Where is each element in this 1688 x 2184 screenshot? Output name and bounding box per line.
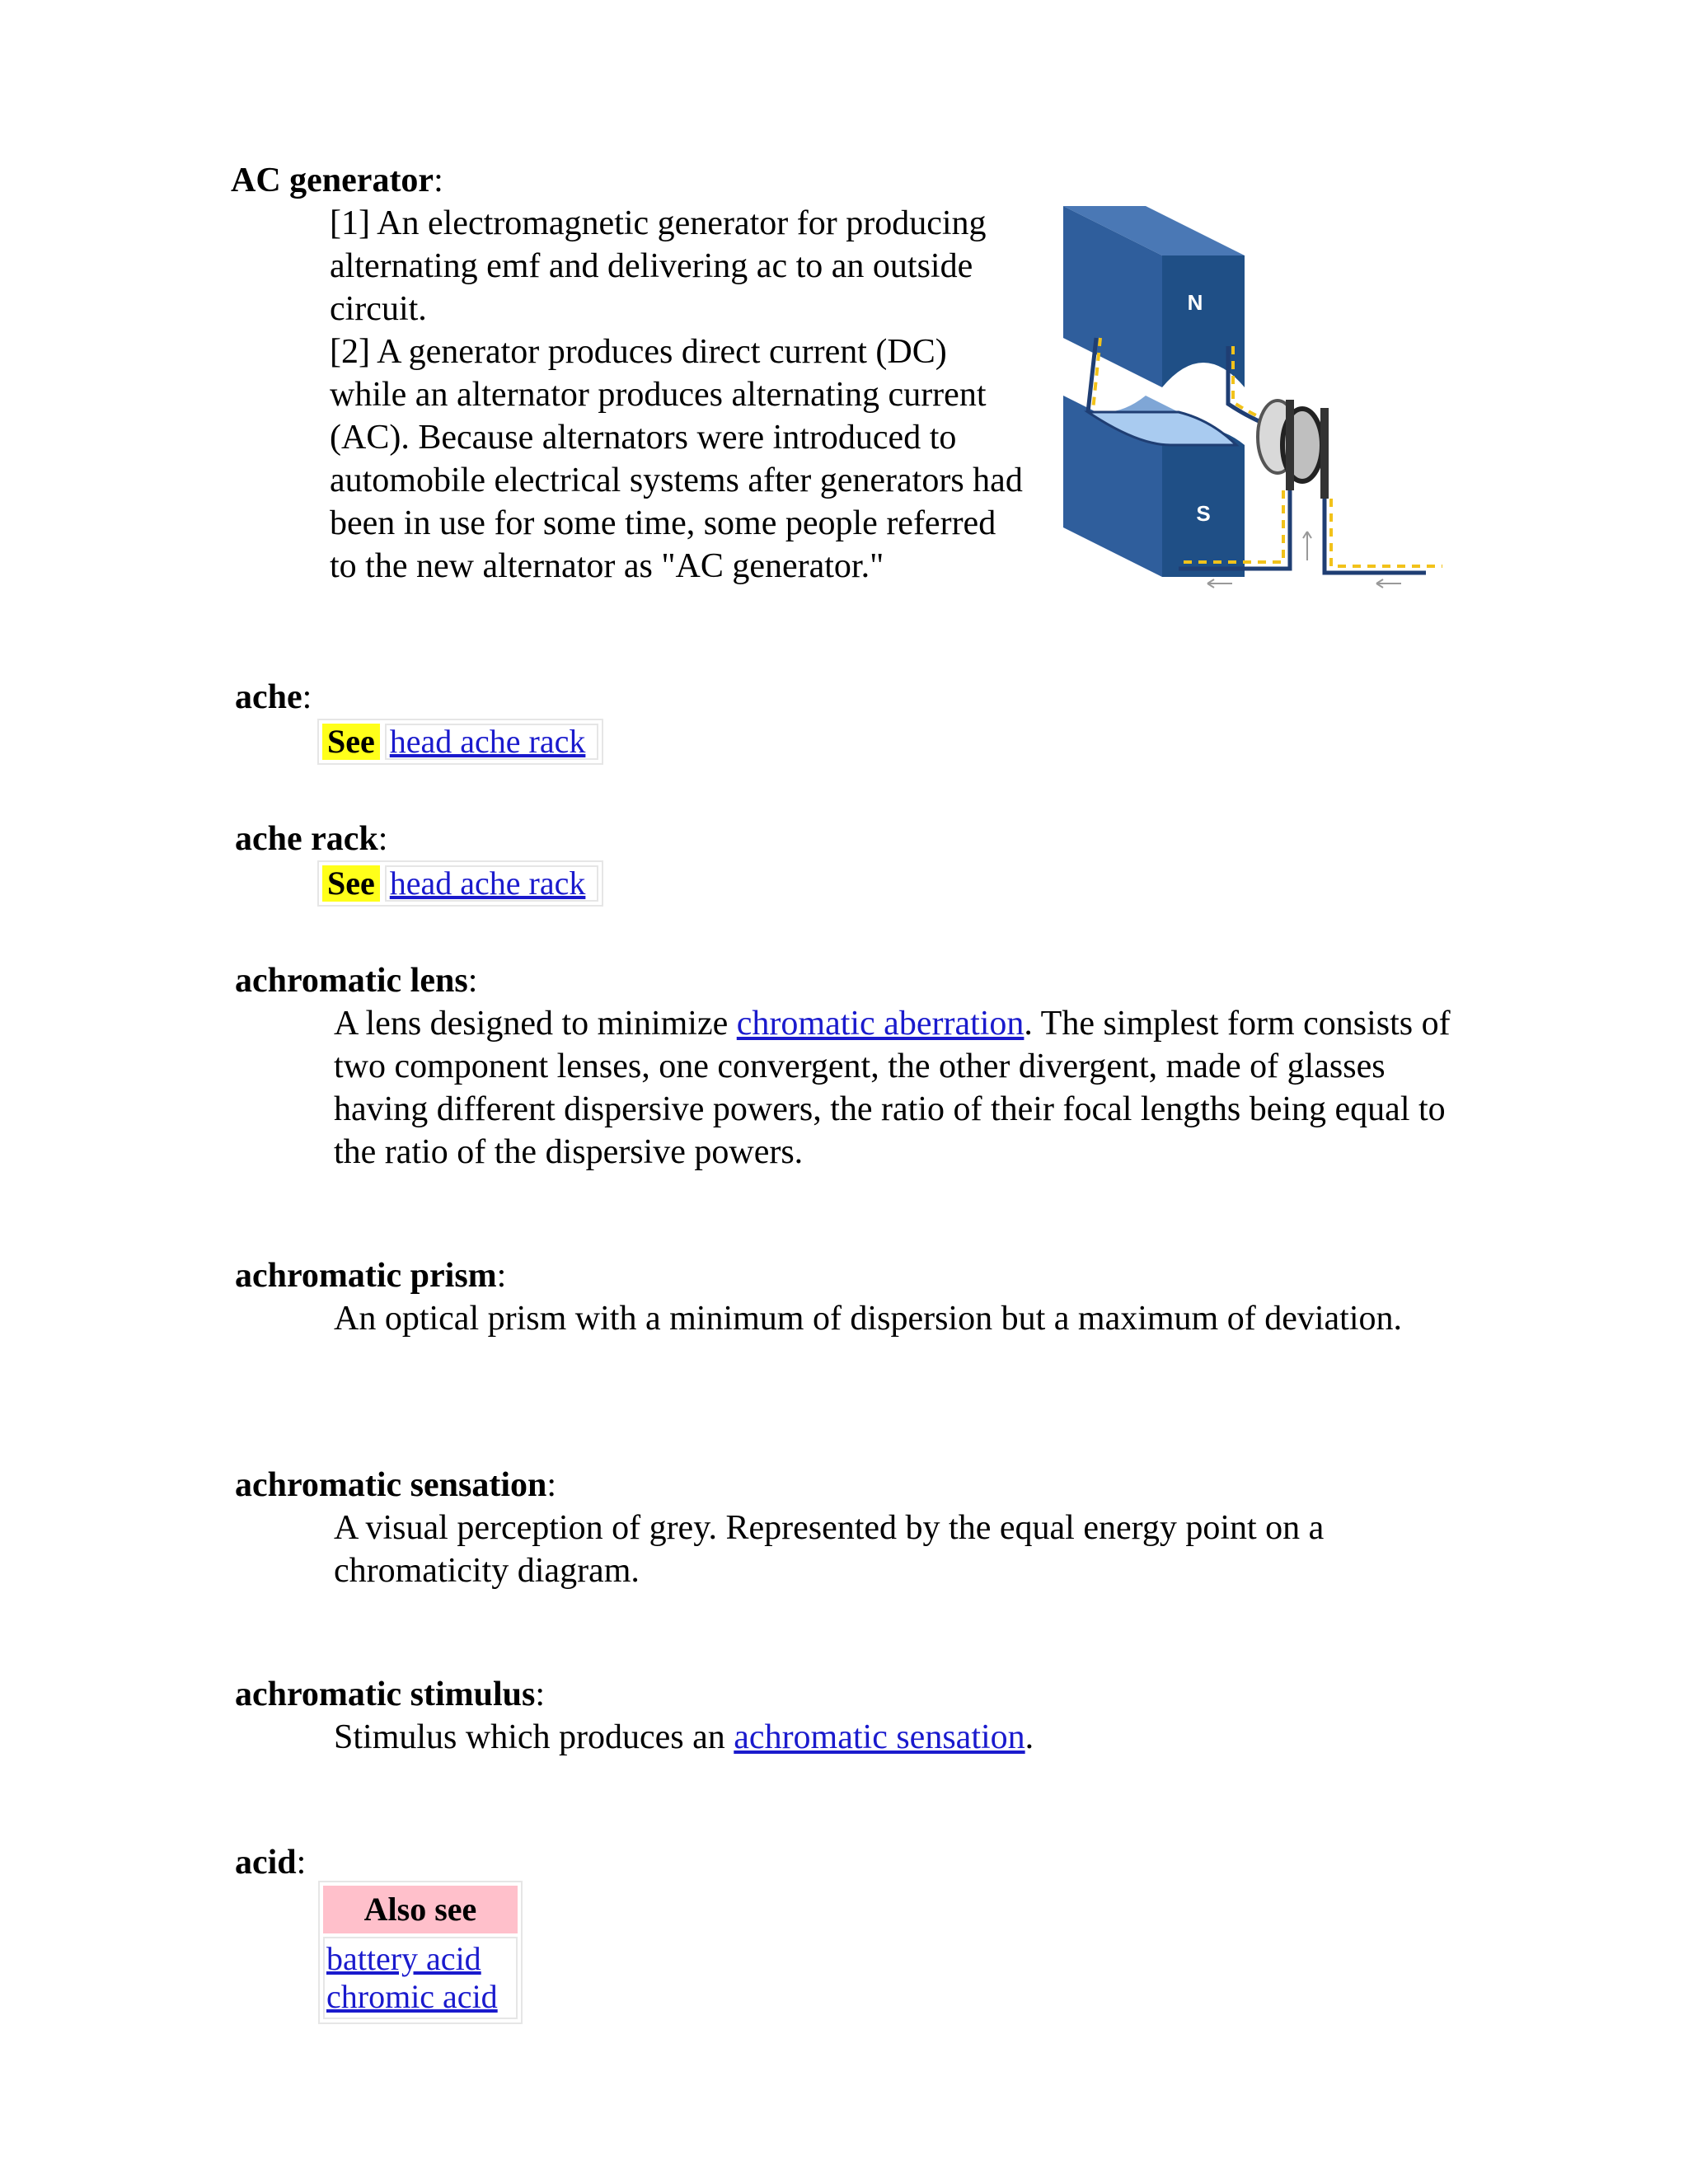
also-see-box-acid [318,1881,523,2024]
link-achromatic-sensation[interactable]: achromatic sensation [734,1718,1025,1756]
definition-text: A visual perception of grey. Represented by the equal energy point on a chromaticity diagram. [334,1509,1325,1590]
see-label: See [322,865,380,902]
link-battery-acid[interactable]: battery acid [326,1940,481,1977]
see-label: See [322,724,380,760]
entry-achromatic-prism [235,1254,506,1297]
definition-part-1: [1] An electromagnetic generator for producing alternating emf and delivering ac to an outside circuit. [330,204,987,328]
definition-achromatic-stimulus [334,1716,1587,1759]
see-box-ache-rack [317,860,603,907]
ac-generator-diagram [1039,198,1451,593]
term-colon: : [434,162,443,199]
entry-ache-rack [235,818,387,860]
also-see-links [323,1937,518,2019]
term-achromatic-stimulus: achromatic stimulus [235,1675,536,1713]
output-wire-right-dash [1331,499,1442,566]
entry-achromatic-sensation [235,1464,556,1507]
link-head-ache-rack[interactable]: head ache rack [389,865,586,902]
term-colon: : [302,678,312,716]
definition-text-post: . The simplest form consists of two component lenses, one convergent, the other divergent, made of glasses having different dispersive powers, the ratio of their focal lengths being equal to the ratio of the dispersive powers. [334,1005,1451,1171]
brush-2 [1320,408,1329,499]
definition-text-pre: Stimulus which produces an [334,1718,734,1756]
definition-achromatic-prism [334,1297,1430,1340]
definition-text-pre: A lens designed to minimize [334,1005,737,1043]
definition-ac-generator [330,202,1030,588]
entry-achromatic-lens [235,959,477,1002]
term-ac-generator: AC generator [231,162,434,199]
current-arrow-right [1376,579,1401,588]
output-wire-right [1325,499,1426,573]
south-label: S [1196,501,1211,526]
definition-text-post: . [1025,1718,1034,1756]
term-ache-rack: ache rack [235,820,378,858]
term-colon: : [377,820,388,858]
term-acid: acid [235,1844,297,1882]
term-colon: : [546,1466,557,1504]
also-see-header: Also see [323,1886,518,1933]
term-ache: ache [235,678,302,716]
term-colon: : [467,962,478,1000]
north-label: N [1187,290,1203,315]
see-link-cell [385,865,599,902]
entry-acid [235,1841,306,1884]
current-arrow-left [1207,579,1232,588]
term-colon: : [296,1844,307,1882]
link-head-ache-rack[interactable]: head ache rack [389,723,586,760]
term-colon: : [496,1257,507,1295]
term-achromatic-prism: achromatic prism [235,1257,497,1295]
definition-achromatic-lens [334,1002,1463,1174]
definition-achromatic-sensation [334,1507,1430,1592]
current-arrow-up [1303,532,1311,560]
definition-text: An optical prism with a minimum of dispersion but a maximum of deviation. [334,1300,1402,1338]
see-box-ache [317,719,603,765]
link-chromatic-aberration[interactable]: chromatic aberration [736,1005,1025,1043]
entry-ac-generator [231,159,443,202]
entry-ache [235,676,312,719]
term-colon: : [535,1675,546,1713]
link-chromic-acid[interactable]: chromic acid [326,1978,498,2015]
see-link-cell [385,724,599,760]
entry-achromatic-stimulus [235,1673,545,1716]
term-achromatic-sensation: achromatic sensation [235,1466,547,1504]
definition-part-2: [2] A generator produces direct current (DC) while an alternator produces alternating current (AC). Because alternators were introduced to automobile electrical systems after generators had been in use for some time, some people referred to the new alternator as "AC generator." [330,333,1023,585]
term-achromatic-lens: achromatic lens [235,962,468,1000]
brush-1 [1286,400,1294,490]
